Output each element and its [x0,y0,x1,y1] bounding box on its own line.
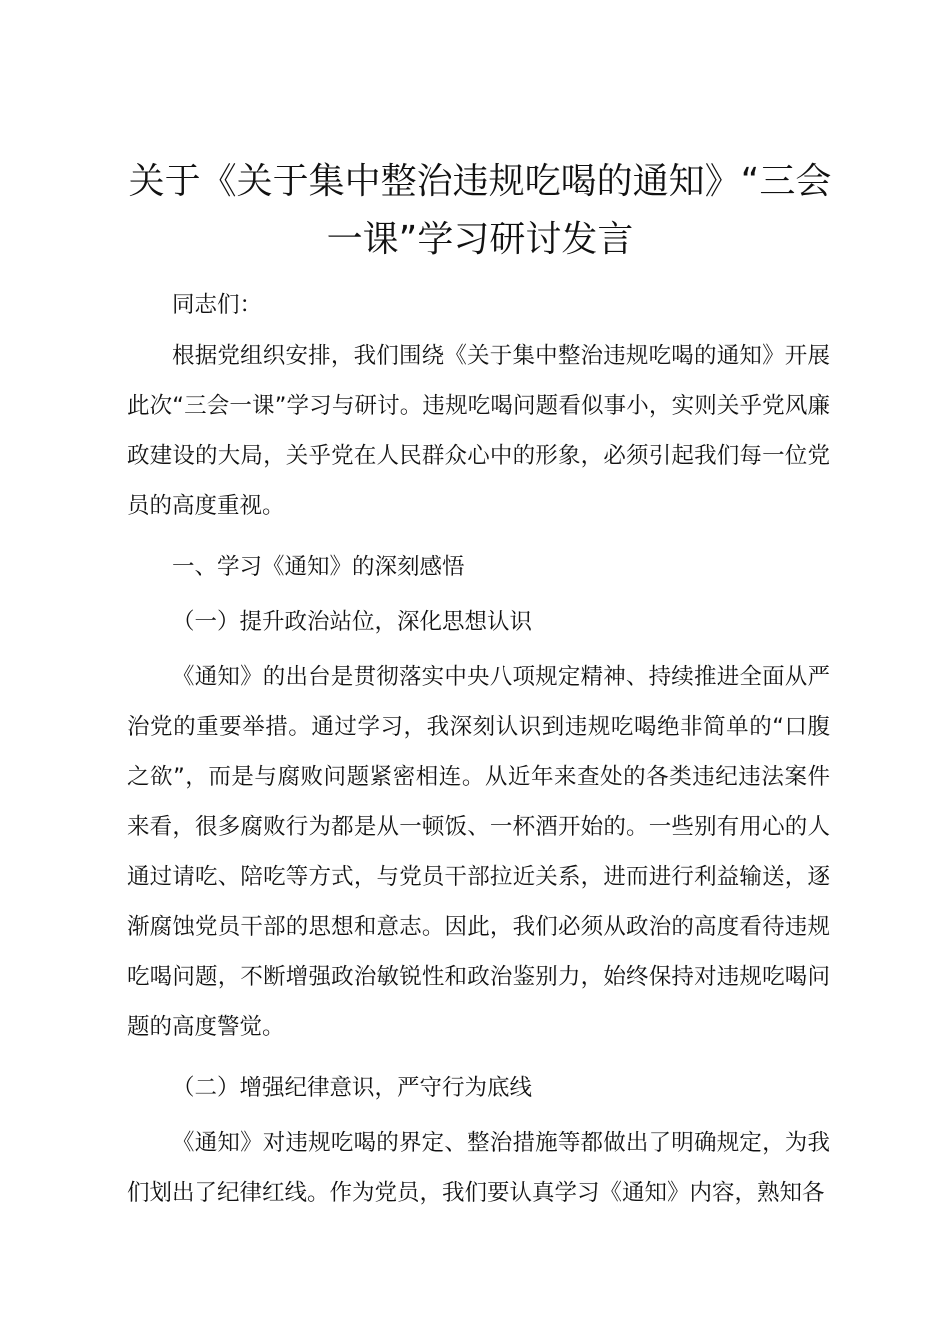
subsection-paragraph-2: 《通知》对违规吃喝的界定、整治措施等都做出了明确规定，为我们划出了纪律红线。作为党员，我们要认真学习《通知》内容，熟知各 [127,1130,830,1206]
title-line-2: 一课”学习研讨发言 [326,219,634,260]
subsection-heading-2: （二）增强纪律意识，严守行为底线 [172,1075,533,1101]
document-title [120,153,840,269]
section-heading-1: 一、学习《通知》的深刻感悟 [172,554,465,580]
subsection-paragraph-1: 《通知》的出台是贯彻落实中央八项规定精神、持续推进全面从严治党的重要举措。通过学习，我深刻认识到违规吃喝绝非简单的“口腹之欲”，而是与腐败问题紧密相连。从近年来查处的各类违纪违法案件来看，很多腐败行为都是从一顿饭、一杯酒开始的。一些别有用心的人通过请吃、陪吃等方式，与党员干部拉近关系，进而进行利益输送，逐渐腐蚀党员干部的思想和意志。因此，我们必须从政治的高度看待违规吃喝问题，不断增强政治敏锐性和政治鉴别力，始终保持对违规吃喝问题的高度警觉。 [127,664,830,1040]
subsection-heading-1: （一）提升政治站位，深化思想认识 [172,609,533,635]
title-line-1: 关于《关于集中整治违规吃喝的通知》“三会 [128,161,832,202]
document-body [127,280,830,1229]
salutation: 同志们： [172,292,263,318]
intro-paragraph: 根据党组织安排，我们围绕《关于集中整治违规吃喝的通知》开展此次“三会一课”学习与研讨。违规吃喝问题看似事小，实则关乎党风廉政建设的大局，关乎党在人民群众心中的形象，必须引起我们每一位党员的高度重视。 [127,343,830,519]
